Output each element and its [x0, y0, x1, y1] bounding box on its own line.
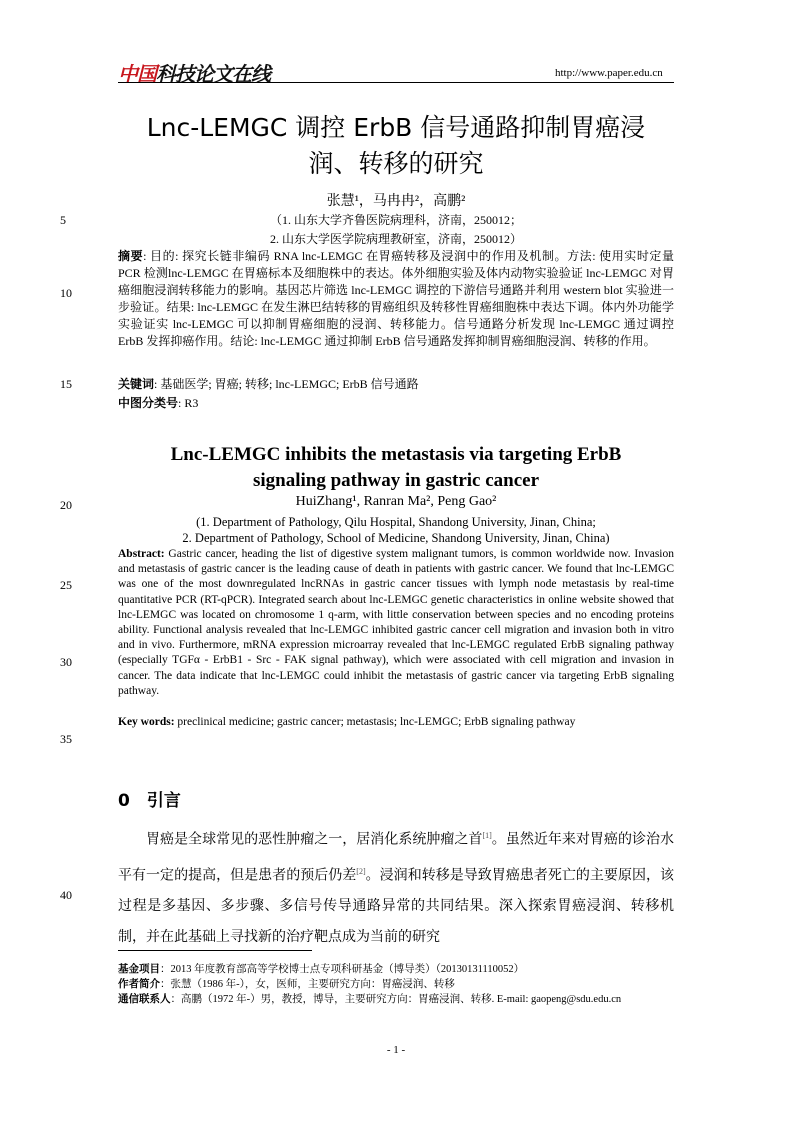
page-number: - 1 -: [386, 1044, 406, 1056]
line-number: 15: [60, 377, 72, 391]
en-affiliation-1: (1. Department of Pathology, Qilu Hospital, Shandong University, Jinan, China;: [196, 515, 596, 529]
footnote-contact: [118, 992, 674, 1007]
contact-text: ：高鹏（1972 年-）男，教授，博导，主要研究方向：胃癌浸润、转移. E-mail: gaopeng@sdu.edu.cn: [170, 994, 622, 1005]
line-number: 20: [60, 498, 72, 512]
en-abstract: [118, 547, 674, 699]
cn-keywords-text: : 基础医学; 胃癌; 转移; lnc-LEMGC; ErbB 信号通路: [154, 377, 419, 391]
line-number: 5: [60, 213, 66, 227]
en-title: [118, 442, 674, 494]
line-number: 40: [60, 888, 72, 902]
en-authors: HuiZhang¹, Ranran Ma², Peng Gao²: [295, 494, 497, 509]
author-text: ：张慧（1986 年-），女，医师，主要研究方向：胃癌浸润、转移: [160, 979, 455, 990]
header-url[interactable]: http://www.paper.edu.cn: [555, 67, 663, 79]
cn-abstract: [118, 248, 674, 350]
line-number: 30: [60, 655, 72, 669]
en-affiliation-2: 2. Department of Pathology, School of Medicine, Shandong University, Jinan, China): [182, 531, 610, 545]
cn-affiliation-2: 2. 山东大学医学院病理教研室，济南，250012）: [269, 232, 522, 246]
cn-keywords: [118, 375, 674, 392]
cn-title: [118, 110, 674, 182]
section-heading: 0 引言: [118, 791, 181, 811]
cn-class-text: : R3: [178, 396, 199, 410]
en-keywords-text: preclinical medicine; gastric cancer; metastasis; lnc-LEMGC; ErbB signaling pathway: [174, 716, 576, 728]
cn-keywords-label: 关键词: [118, 377, 155, 391]
line-number: 10: [60, 286, 72, 300]
citation-ref[interactable]: [1]: [482, 831, 492, 840]
footnote-divider: [118, 950, 312, 951]
en-title-line2: signaling pathway in gastric cancer: [252, 470, 540, 491]
en-keywords-label: Key words:: [118, 716, 175, 728]
footnote-author: [118, 977, 674, 992]
cn-authors: 张慧¹，马冉冉²，高鹏²: [326, 194, 466, 209]
fund-text: ：2013 年度教育部高等学校博士点专项科研基金（博导类）（20130131110052）: [160, 964, 525, 975]
cn-title-line2: 润、转移的研究: [308, 149, 484, 178]
body-text-3: 。浸润和转移是导致胃癌患者死亡的主要原因，该过程是多基因、多步骤、多信号传导通路异常的共同结果。深入探索胃癌浸润、转移机制，并在此基础上寻找新的治疗靶点成为当前的研究: [118, 868, 675, 946]
cn-class-label: 中图分类号: [118, 396, 179, 410]
en-title-line1: Lnc-LEMGC inhibits the metastasis via targeting ErbB: [170, 444, 622, 465]
cn-classification: [118, 394, 674, 411]
line-number: 25: [60, 578, 72, 592]
header-divider: [118, 82, 674, 83]
en-abstract-text: Gastric cancer, heading the list of digestive system malignant tumors, is common worldwide now. Invasion and metastasis of gastric cancer is the leading cause of death in patients with gastric cancer. We found that lnc-LEMGC was one of the most downregulated lncRNAs in gastric cancer tissues with lymph node metastasis by real-time quantitative PCR (RT-qPCR). Integrated search about lnc-LEMGC genetic characteristics in online website showed that lnc-LEMGC was located on chromosome 1 q-arm, with little conservation between species and no encoding proteins ability. Functional analysis revealed that lnc-LEMGC inhibited gastric cancer cell migration and invasion both in vitro and in vivo. Furthermore, mRNA expression microarray revealed that lnc-LEMGC regulated ErbB signaling pathway (especially TGFα - ErbB1 - Src - FAK signal pathway), which were associated with cell migration and invasion in cancer. The data indicate that lnc-LEMGC could inhibit the metastasis of gastric cancer via targeting ErbB signaling pathway.: [118, 548, 674, 697]
contact-label: 通信联系人: [118, 993, 171, 1005]
logo-red-text: 中国: [118, 62, 156, 86]
cn-abstract-text: : 目的: 探究长链非编码 RNA lnc-LEMGC 在胃癌转移及浸润中的作用及机制。方法: 使用实时定量PCR 检测lnc-LEMGC 在胃癌标本及细胞株中的表达。体外细胞实验及体内动物实验验证 lnc-LEMGC 对胃癌细胞浸润转移能力的影响。基因芯片筛选 lnc-LEMGC 调控的下游信号通路并利用 western blot 实验进一步验证。结果: lnc-LEMGC 在发生淋巴结转移的胃癌组织及转移性胃癌细胞株中表达下调。体内外功能学实验证实 lnc-LEMGC 可以抑制胃癌细胞的浸润、转移能力。信号通路分析发现 lnc-LEMGC 通过调控 ErbB 发挥抑癌作用。结论: lnc-LEMGC 通过抑制 ErbB 信号通路发挥抑制胃癌细胞浸润、转移的作用。: [118, 249, 674, 348]
en-abstract-label: Abstract:: [118, 548, 165, 560]
en-keywords: [118, 716, 674, 728]
body-text-1: 胃癌是全球常见的恶性肿瘤之一，居消化系统肿瘤之首: [146, 832, 483, 848]
citation-ref[interactable]: [2]: [356, 866, 366, 876]
footnote-fund: [118, 962, 674, 977]
section-body: [118, 820, 674, 953]
fund-label: 基金项目: [118, 963, 160, 975]
line-number: 35: [60, 732, 72, 746]
cn-abstract-label: 摘要: [118, 249, 144, 263]
body-text-2: 。虽然近年来对胃癌的诊治水平有一定的提高，但是患者的预后仍差: [118, 832, 675, 884]
logo-black-text: 科技论文在线: [156, 62, 270, 86]
cn-title-line1: Lnc-LEMGC 调控 ErbB 信号通路抑制胃癌浸: [146, 113, 646, 142]
cn-affiliation-1: （1. 山东大学齐鲁医院病理科，济南，250012；: [269, 213, 522, 227]
author-label: 作者简介: [118, 978, 160, 990]
